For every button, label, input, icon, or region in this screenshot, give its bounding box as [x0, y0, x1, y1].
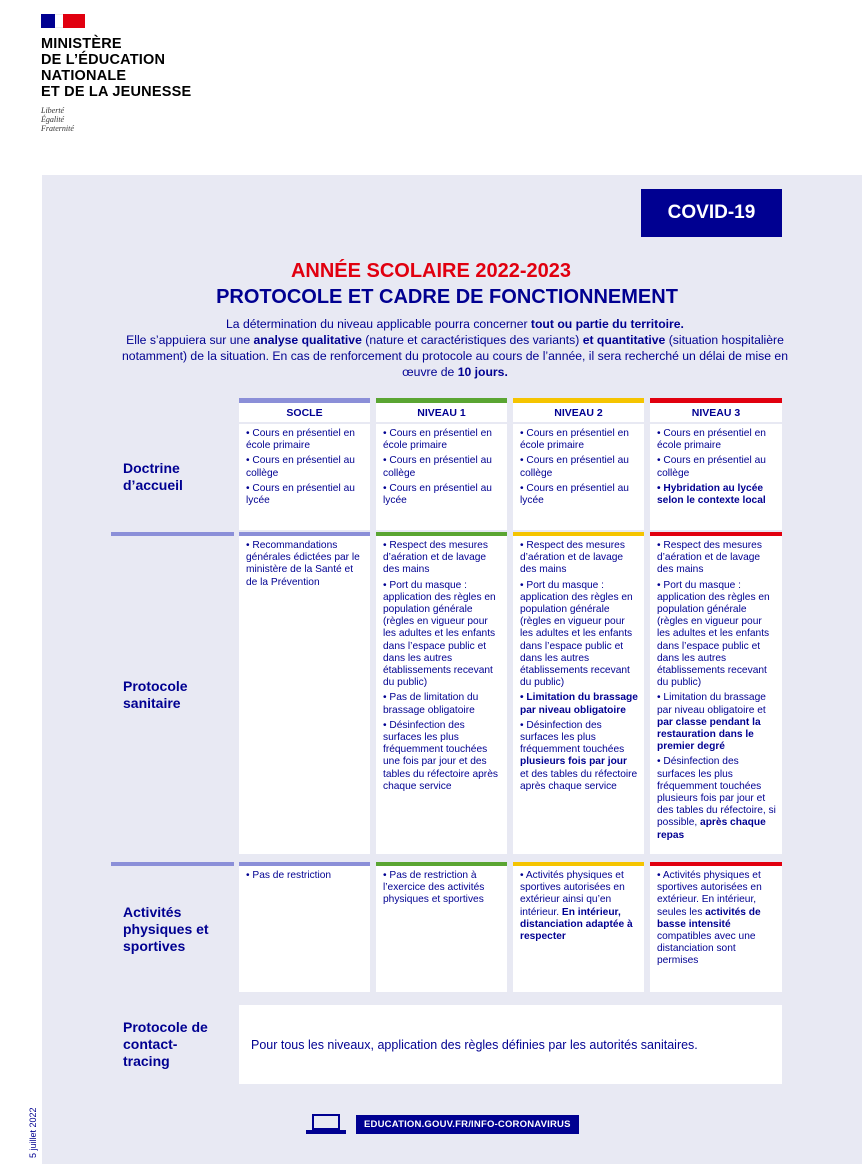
- row-label-text: Protocole sanitaire: [123, 678, 188, 711]
- intro-part-bold: tout ou partie du territoire.: [530, 317, 684, 331]
- intro-part: (situation hospitalière notamment) de la situation. En cas de renforcement du protocole au cours de l’année, il sera recherché un délai de mise en œuvre de: [122, 333, 788, 379]
- cell-item: • Port du masque : application des règles en population générale (règles en vigueur pour les adultes et les enfants dans l’espace public et dans les autres établissements recevant du public): [657, 579, 770, 689]
- footer: [306, 1114, 579, 1134]
- cell-item: • Respect des mesures d’aération et de lavage des mains: [520, 540, 625, 576]
- cell-item: • Pas de restriction: [246, 870, 332, 881]
- motto-line: Égalité: [41, 115, 65, 124]
- header-socle: SOCLE: [239, 398, 370, 422]
- cell-item: [657, 692, 776, 753]
- cell-item: [657, 756, 776, 841]
- cell-item-bold-text: • Limitation du brassage par niveau obligatoire: [520, 692, 638, 716]
- ministry-name: [41, 36, 191, 100]
- intro-text: [110, 316, 800, 380]
- intro-part-bold: analyse qualitative: [253, 333, 362, 347]
- laptop-icon: [306, 1114, 346, 1134]
- header-niveau-3: NIVEAU 3: [650, 398, 782, 422]
- intro-part-bold: et quantitative: [582, 333, 666, 347]
- row-label-text: Protocole de contact-tracing: [123, 1019, 208, 1069]
- cell-item: [657, 870, 776, 968]
- cell-activites-socle: [239, 866, 370, 992]
- cell-item-bold: [657, 483, 776, 507]
- cell-text-bold: activités de basse intensité: [657, 906, 761, 930]
- cell-activites-n3: [650, 866, 782, 992]
- ministry-line: DE L’ÉDUCATION: [41, 52, 166, 68]
- cell-text: compatibles avec une distanciation sont permises: [657, 931, 756, 967]
- cell-text-bold: En intérieur, distanciation adaptée à respecter: [520, 906, 633, 943]
- page-title: ANNÉE SCOLAIRE 2022-2023: [290, 260, 572, 282]
- cell-item: • Pas de restriction à l’exercice des activités physiques et sportives: [383, 870, 485, 906]
- cell-item: • Recommandations générales édictées par le ministère de la Santé et de la Prévention: [246, 540, 360, 588]
- row-label-contact-tracing: [111, 1005, 234, 1084]
- cell-item: • Port du masque : application des règles en population générale (règles en vigueur pour les adultes et les enfants dans l’espace public et dans les autres établissements recevant du public): [520, 579, 633, 689]
- cell-item: • Cours en présentiel en école primaire: [383, 428, 492, 452]
- row-label-activites: [111, 866, 234, 992]
- cell-doctrine-n1: [376, 424, 507, 530]
- cell-item: • Respect des mesures d’aération et de lavage des mains: [383, 540, 488, 576]
- ministry-line: ET DE LA JEUNESSE: [41, 84, 192, 100]
- cell-doctrine-n3: [650, 424, 782, 530]
- ministry-line: MINISTÈRE: [41, 36, 122, 52]
- cell-item: • Cours en présentiel au lycée: [520, 482, 629, 507]
- cell-contact-tracing: [239, 1005, 782, 1084]
- cell-doctrine-socle: [239, 424, 370, 530]
- cell-item: • Cours en présentiel en école primaire: [657, 428, 766, 452]
- contact-tracing-text: Pour tous les niveaux, application des règles définies par les autorités sanitaires.: [251, 1037, 698, 1052]
- cell-activites-n1: [376, 866, 507, 992]
- row-label-text: Activités physiques et sportives: [123, 903, 209, 954]
- cell-item: • Respect des mesures d’aération et de lavage des mains: [657, 540, 762, 576]
- cell-item: [520, 720, 638, 793]
- cell-item: • Port du masque : application des règles en population générale (règles en vigueur pour les adultes et les enfants dans l’espace public et dans les autres établissements recevant du public): [383, 579, 496, 689]
- cell-text-bold: plusieurs fois par jour: [520, 756, 627, 768]
- republic-motto: [41, 106, 191, 133]
- cell-text: • Limitation du brassage par niveau obligatoire et: [657, 692, 766, 716]
- cell-item: • Cours en présentiel au lycée: [246, 482, 355, 507]
- cell-item-bold: [520, 692, 638, 716]
- cell-text: et des tables du réfectoire après chaque service: [520, 768, 638, 792]
- cell-item: • Désinfection des surfaces les plus fréquemment touchées une fois par jour et des tables du réfectoire après chaque service: [383, 719, 498, 792]
- cell-sanitaire-n3: [650, 536, 782, 854]
- cell-text: • Désinfection des surfaces les plus fréquemment touchées: [520, 719, 625, 756]
- ministry-logo: [41, 14, 191, 133]
- ministry-line: NATIONALE: [41, 68, 127, 84]
- cell-item: [520, 870, 638, 943]
- covid-badge: COVID-19: [641, 189, 782, 237]
- cell-text-bold: après chaque repas: [657, 817, 766, 841]
- motto-line: Liberté: [41, 106, 65, 115]
- cell-item: • Cours en présentiel au collège: [246, 455, 355, 479]
- cell-item: • Cours en présentiel au lycée: [383, 482, 492, 507]
- cell-sanitaire-n1: [376, 536, 507, 854]
- intro-part: (nature et caractéristiques des variants): [361, 333, 583, 347]
- publication-date: 5 juillet 2022: [28, 1107, 38, 1158]
- cell-text-bold: par classe pendant la restauration dans le premier degré: [657, 716, 761, 753]
- cell-item: • Cours en présentiel au collège: [657, 455, 766, 479]
- cell-item: • Cours en présentiel en école primaire: [246, 428, 355, 452]
- info-coronavirus-link[interactable]: EDUCATION.GOUV.FR/INFO-CORONAVIRUS: [356, 1115, 579, 1134]
- page-subtitle: PROTOCOLE ET CADRE DE FONCTIONNEMENT: [216, 286, 678, 308]
- cell-sanitaire-n2: [513, 536, 644, 854]
- cell-activites-n2: [513, 866, 644, 992]
- cell-item: • Cours en présentiel en école primaire: [520, 428, 629, 452]
- cell-item-bold-text: • Hybridation au lycée selon le contexte local: [657, 482, 766, 507]
- intro-part: La détermination du niveau applicable pourra concerner: [226, 317, 531, 331]
- row-label-doctrine: [111, 424, 234, 530]
- header-niveau-1: NIVEAU 1: [376, 398, 507, 422]
- cell-item: • Pas de limitation du brassage obligatoire: [383, 692, 479, 716]
- cell-text: • Désinfection des surfaces les plus fréquemment touchées plusieurs fois par jour et des tables du réfectoire, si possible,: [657, 756, 776, 829]
- cell-sanitaire-socle: [239, 536, 370, 854]
- header-niveau-2: NIVEAU 2: [513, 398, 644, 422]
- intro-part-bold: 10 jours.: [457, 365, 508, 379]
- motto-line: Fraternité: [41, 124, 74, 133]
- french-flag-icon: [41, 14, 85, 28]
- row-label-sanitaire: [111, 536, 234, 854]
- cell-text: • Activités physiques et sportives autorisées en extérieur. En intérieur, seules les: [657, 870, 762, 918]
- cell-doctrine-n2: [513, 424, 644, 530]
- cell-text: • Activités physiques et sportives autorisées en extérieur ainsi qu’en intérieur.: [520, 870, 625, 918]
- cell-item: • Cours en présentiel au collège: [520, 455, 629, 479]
- row-label-text: Doctrine d’accueil: [123, 460, 183, 493]
- cell-item: • Cours en présentiel au collège: [383, 455, 492, 479]
- intro-part: Elle s’appuiera sur une: [126, 333, 254, 347]
